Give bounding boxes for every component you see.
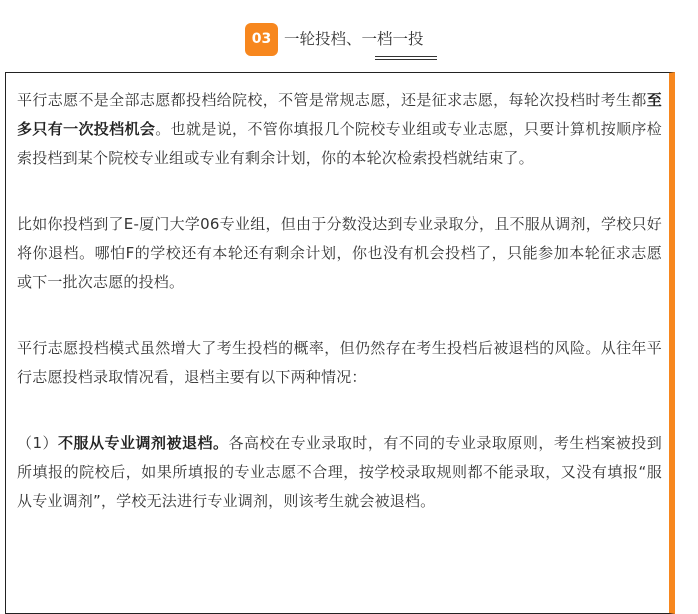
paragraph-4 — [17, 429, 662, 516]
paragraph-2: 比如你投档到了E-厦门大学06专业组，但由于分数没达到专业录取分，且不服从调剂，学校只好将你退档。哪怕F的学校还有本轮还有剩余计划，你也没有机会投档了，只能参加本轮征求志愿或下一批次志愿的投档。 — [17, 215, 662, 291]
paragraph-1-bold: 至多只有一次投档机会 — [17, 91, 662, 138]
paragraph-gap — [17, 297, 662, 334]
paragraph-gap — [17, 173, 662, 210]
paragraph-4-text: 各高校在专业录取时，有不同的专业录取原则，考生档案被投到所填报的院校后，如果所填报的专业志愿不合理，按学校录取规则都不能录取，又没有填报“服从专业调剂”，学校无法进行专业调剂，则该考生就会被退档。 — [17, 434, 662, 510]
paragraph-1-text-b: 。也就是说，不管你填报几个院校专业组或专业志愿，只要计算机按顺序检索投档到某个院校专业组或专业有剩余计划，你的本轮次检索投档就结束了。 — [17, 120, 662, 167]
section-title: 一轮投档、一档一投 — [284, 30, 424, 48]
paragraph-gap — [17, 392, 662, 429]
article-text — [17, 86, 662, 516]
paragraph-3: 平行志愿投档模式虽然增大了考生投档的概率，但仍然存在考生投档后被退档的风险。从往年平行志愿投档录取情况看，退档主要有以下两种情况： — [17, 339, 662, 386]
content-box — [5, 72, 675, 614]
paragraph-4-bold: 不服从专业调剂被退档。 — [58, 434, 229, 452]
paragraph-4-number: （1） — [17, 434, 59, 452]
section-number-badge: 03 — [245, 23, 278, 56]
title-underline — [375, 56, 437, 57]
title-underline-second — [375, 59, 437, 60]
section-header — [0, 21, 698, 65]
paragraph-1-text-a: 平行志愿不是全部志愿都投档给院校，不管是常规志愿，还是征求志愿，每轮次投档时考生都 — [17, 91, 647, 109]
paragraph-1 — [17, 86, 662, 173]
